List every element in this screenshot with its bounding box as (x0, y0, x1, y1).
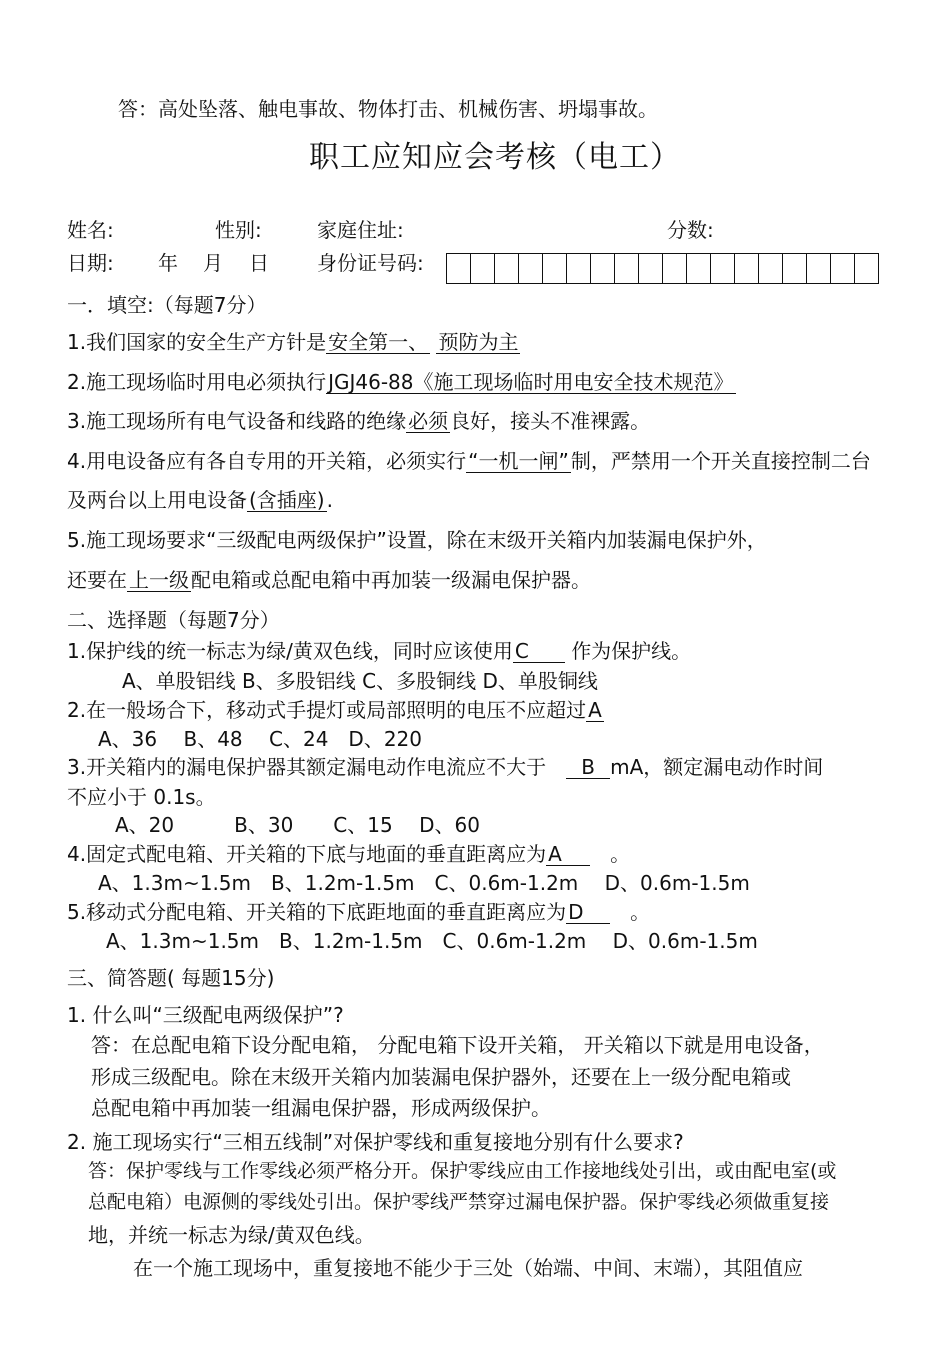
page-title: 职工应知应会考核（电工） (309, 140, 681, 175)
s2-q3-answer: B (566, 756, 610, 779)
s1-q2-text: 2.施工现场临时用电必须执行 (67, 370, 327, 394)
s1-q3 (67, 409, 650, 433)
s1-q5b-answer: 上一级 (129, 568, 189, 592)
s1-q3-text: 3.施工现场所有电气设备和线路的绝缘 (67, 409, 407, 433)
s1-q5b-text-end: 配电箱或总配电箱中再加装一级漏电保护器。 (191, 568, 591, 592)
month-label: 月 (203, 251, 223, 275)
s2-q2-options: A、36 B、48 C、24 D、220 (98, 727, 423, 751)
s2-q2-text: 2.在一般场合下，移动式手提灯或局部照明的电压不应超过 (67, 698, 587, 722)
date-label: 日期: (67, 251, 114, 275)
s1-q1-answer2: 预防为主 (438, 330, 519, 354)
id-digit-cell[interactable] (542, 253, 566, 284)
s2-q2 (67, 698, 604, 722)
s1-q5: 5.施工现场要求“三级配电两级保护”设置，除在末级开关箱内加装漏电保护外， (67, 528, 767, 552)
s1-q4b-answer: (含插座) (249, 488, 325, 512)
id-label: 身份证号码: (317, 251, 424, 275)
score-label: 分数: (667, 218, 714, 242)
s2-q2-answer: A (588, 698, 602, 722)
id-digit-cell[interactable] (854, 253, 878, 284)
s3-q1-answer-line1: 答：在总配电箱下设分配电箱， 分配电箱下设开关箱， 开关箱以下就是用电设备， (91, 1033, 824, 1057)
id-digit-cell[interactable] (518, 253, 542, 284)
section2-heading: 二、选择题（每题7分） (67, 608, 280, 632)
s1-q5b-text: 还要在 (67, 568, 127, 592)
section3-heading: 三、简答题( 每题15分) (67, 966, 275, 990)
id-digit-cell[interactable] (566, 253, 590, 284)
id-digit-cell[interactable] (494, 253, 518, 284)
s1-q5-cont (67, 568, 591, 592)
id-digit-cell[interactable] (470, 253, 494, 284)
s3-q2-answer-line1: 答：保护零线与工作零线必须严格分开。保护零线应由工作接地线处引出，或由配电室(或 (88, 1160, 837, 1182)
s3-q2: 2. 施工现场实行“三相五线制”对保护零线和重复接地分别有什么要求? (67, 1130, 684, 1154)
s2-q4 (67, 842, 630, 866)
s2-q5-options: A、1.3m~1.5m B、1.2m-1.5m C、0.6m-1.2m D、0.6m-1.5m (106, 929, 758, 953)
id-digit-cell[interactable] (662, 253, 686, 284)
s2-q4-options: A、1.3m~1.5m B、1.2m-1.5m C、0.6m-1.2m D、0.6m-1.5m (98, 871, 750, 895)
s2-q1-options: A、单股铝线 B、多股铝线 C、多股铜线 D、单股铜线 (122, 669, 598, 693)
s2-q3-cont: 不应小于 0.1s。 (67, 785, 216, 809)
id-digit-cell[interactable] (446, 253, 470, 284)
s2-q1-answer: C (513, 640, 565, 663)
day-label: 日 (249, 251, 269, 275)
s3-q2-answer-line2: 总配电箱）电源侧的零线处引出。保护零线严禁穿过漏电保护器。保护零线必须做重复接 (88, 1191, 830, 1213)
s3-q1: 1. 什么叫“三级配电两级保护”? (67, 1003, 344, 1027)
id-digit-cell[interactable] (758, 253, 782, 284)
s1-q1-text: 1.我们国家的安全生产方针是 (67, 330, 327, 354)
id-digit-cell[interactable] (590, 253, 614, 284)
id-digit-cell[interactable] (782, 253, 806, 284)
s1-q2-answer: JGJ46-88《施工现场临时用电安全技术规范》 (328, 370, 734, 394)
id-digit-cell[interactable] (686, 253, 710, 284)
id-digit-cell[interactable] (638, 253, 662, 284)
s2-q5-text-end: 。 (630, 900, 651, 924)
s2-q4-text-end: 。 (610, 842, 631, 866)
s2-q3 (67, 755, 823, 779)
s3-q2-answer-line3: 地，并统一标志为绿/黄双色线。 (88, 1223, 375, 1247)
year-label: 年 (158, 251, 178, 275)
s1-q2 (67, 370, 736, 394)
s2-q3-options: A、20 B、30 C、15 D、60 (115, 813, 480, 837)
id-digit-cell[interactable] (830, 253, 854, 284)
s3-q1-answer-line2: 形成三级配电。除在末级开关箱内加装漏电保护器外，还要在上一级分配电箱或 (91, 1065, 791, 1089)
id-number-boxes[interactable] (446, 253, 879, 284)
s1-q3-text-end: 良好，接头不准裸露。 (450, 409, 651, 433)
id-digit-cell[interactable] (806, 253, 830, 284)
s1-q4 (67, 449, 871, 473)
s2-q4-text: 4.固定式配电箱、开关箱的下底与地面的垂直距离应为 (67, 842, 547, 866)
s1-q4-cont (67, 488, 333, 512)
s2-q5-answer: D (566, 901, 610, 924)
s2-q1-text: 1.保护线的统一标志为绿/黄双色线，同时应该使用 (67, 639, 513, 663)
s1-q4-answer: “一机一闸” (468, 449, 569, 473)
s2-q1 (67, 639, 691, 663)
id-digit-cell[interactable] (710, 253, 734, 284)
s2-q3-text: 3.开关箱内的漏电保护器其额定漏电动作电流应不大于 (67, 755, 547, 779)
s1-q4-text-end: 制，严禁用一个开关直接控制二台 (570, 449, 871, 473)
id-digit-cell[interactable] (734, 253, 758, 284)
s1-q4b-text-end: . (326, 488, 333, 512)
s2-q5 (67, 900, 650, 924)
s2-q4-answer: A (546, 843, 590, 866)
s1-q1 (67, 330, 520, 354)
s3-q1-answer-line3: 总配电箱中再加装一组漏电保护器，形成两级保护。 (91, 1096, 551, 1120)
s1-q4b-text: 及两台以上用电设备 (67, 488, 247, 512)
s1-q4-text: 4.用电设备应有各自专用的开关箱，必须实行 (67, 449, 467, 473)
address-label: 家庭住址: (317, 218, 404, 242)
s1-q3-answer: 必须 (408, 409, 449, 433)
s2-q5-text: 5.移动式分配电箱、开关箱的下底距地面的垂直距离应为 (67, 900, 567, 924)
s2-q3-text-end: mA，额定漏电动作时间 (610, 755, 824, 779)
section1-heading: 一．填空:（每题7分） (67, 293, 267, 317)
s2-q1-text-end: 作为保护线。 (571, 639, 692, 663)
top-answer: 答：高处坠落、触电事故、物体打击、机械伤害、坍塌事故。 (118, 97, 658, 121)
name-label: 姓名: (67, 218, 114, 242)
gender-label: 性别: (215, 218, 262, 242)
s3-q2-answer-line4: 在一个施工现场中，重复接地不能少于三处（始端、中间、末端），其阻值应 (133, 1256, 803, 1280)
id-digit-cell[interactable] (614, 253, 638, 284)
s1-q1-answer1: 安全第一、 (328, 330, 429, 354)
